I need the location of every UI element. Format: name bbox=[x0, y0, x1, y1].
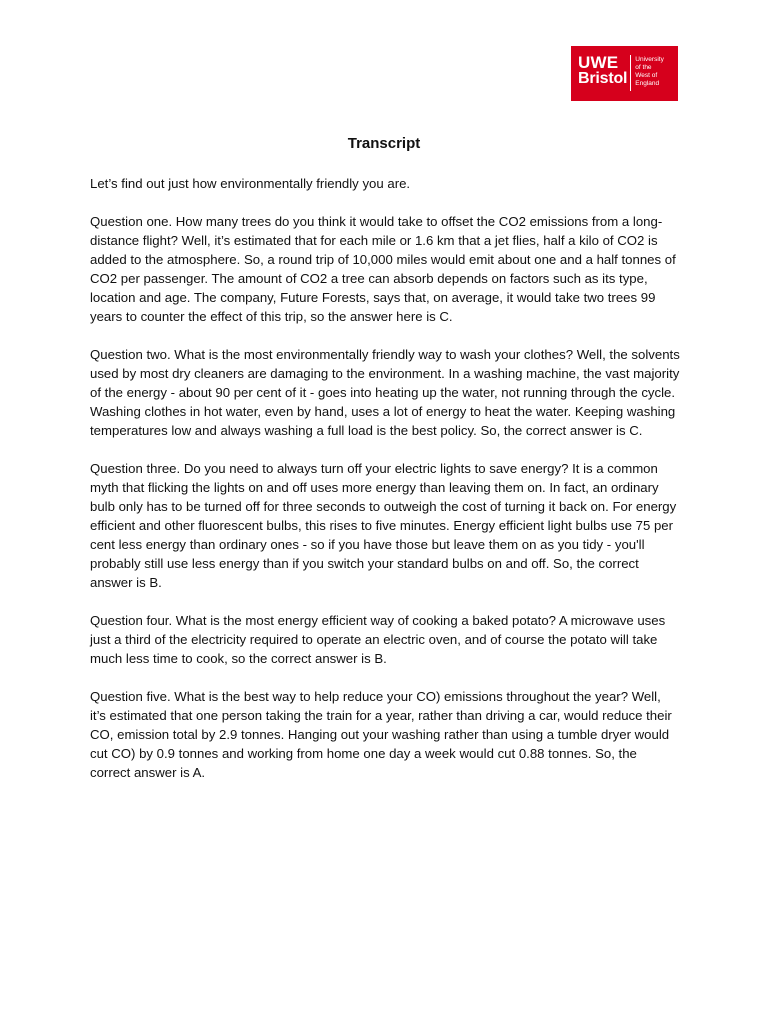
page-title: Transcript bbox=[347, 135, 421, 152]
paragraph-intro: Let’s find out just how environmentally friendly you are. bbox=[90, 176, 411, 191]
transcript-body bbox=[90, 174, 680, 801]
logo-bristol-text: Bristol bbox=[578, 70, 628, 87]
paragraph-question-three: Question three. Do you need to always turn off your electric lights to save energy? It is a common myth that flicking the lights on and off uses more energy than leaving them on. In fact, an ordinary bulb only has to be turned off for three seconds to outweigh the cost of turning it back on. For energy efficient and other fluorescent bulbs, this rises to five minutes. Energy efficient light bulbs use 75 per cent less energy than ordinary ones - so if you have those but leave them on as you tidy - you'll probably still use less energy than if you switch your standard bulbs on and off. So, the correct answer is B. bbox=[90, 461, 677, 590]
logo-uwe-text: UWE bbox=[578, 53, 619, 72]
logo-divider bbox=[630, 55, 631, 91]
logo-wordmark bbox=[578, 55, 627, 87]
uwe-bristol-logo bbox=[571, 46, 678, 101]
logo-right-line-1: University bbox=[635, 56, 664, 63]
logo-right-line-3: West of bbox=[635, 72, 658, 79]
paragraph-question-two: Question two. What is the most environmentally friendly way to wash your clothes? Well, the solvents used by most dry cleaners are damaging to the environment. In a washing machine, the vast majority of the energy - about 90 per cent of it - goes into heating up the water, not running through the cycle. Washing clothes in hot water, even by hand, uses a lot of energy to heat the water. Keeping washing temperatures low and always washing a full load is the best policy. So, the correct answer is C. bbox=[90, 347, 680, 438]
logo-right-line-4: England bbox=[635, 80, 660, 87]
paragraph-question-five: Question five. What is the best way to help reduce your CO) emissions throughout the year? Well, it’s estimated that one person taking the train for a year, rather than driving a car, would reduce their CO, emission total by 2.9 tonnes. Hanging out your washing rather than using a tumble dryer would cut CO) by 0.9 tonnes and working from home one day a week would cut 0.88 tonnes. So, the correct answer is A. bbox=[90, 689, 672, 780]
logo-university-text bbox=[635, 55, 664, 88]
logo-right-line-2: of the bbox=[635, 64, 652, 71]
paragraph-question-four: Question four. What is the most energy efficient way of cooking a baked potato? A microwave uses just a third of the electricity required to operate an electric oven, and of course the potato will take much less time to cook, so the correct answer is B. bbox=[90, 613, 666, 666]
paragraph-question-one: Question one. How many trees do you think it would take to offset the CO2 emissions from a long-distance flight? Well, it’s estimated that for each mile or 1.6 km that a jet flies, half a kilo of CO2 is added to the atmosphere. So, a round trip of 10,000 miles would emit about one and a half tonnes of CO2 per passenger. The amount of CO2 a tree can absorb depends on factors such as its type, location and age. The company, Future Forests, says that, on average, it would take two trees 99 years to counter the effect of this trip, so the answer here is C. bbox=[90, 214, 676, 324]
